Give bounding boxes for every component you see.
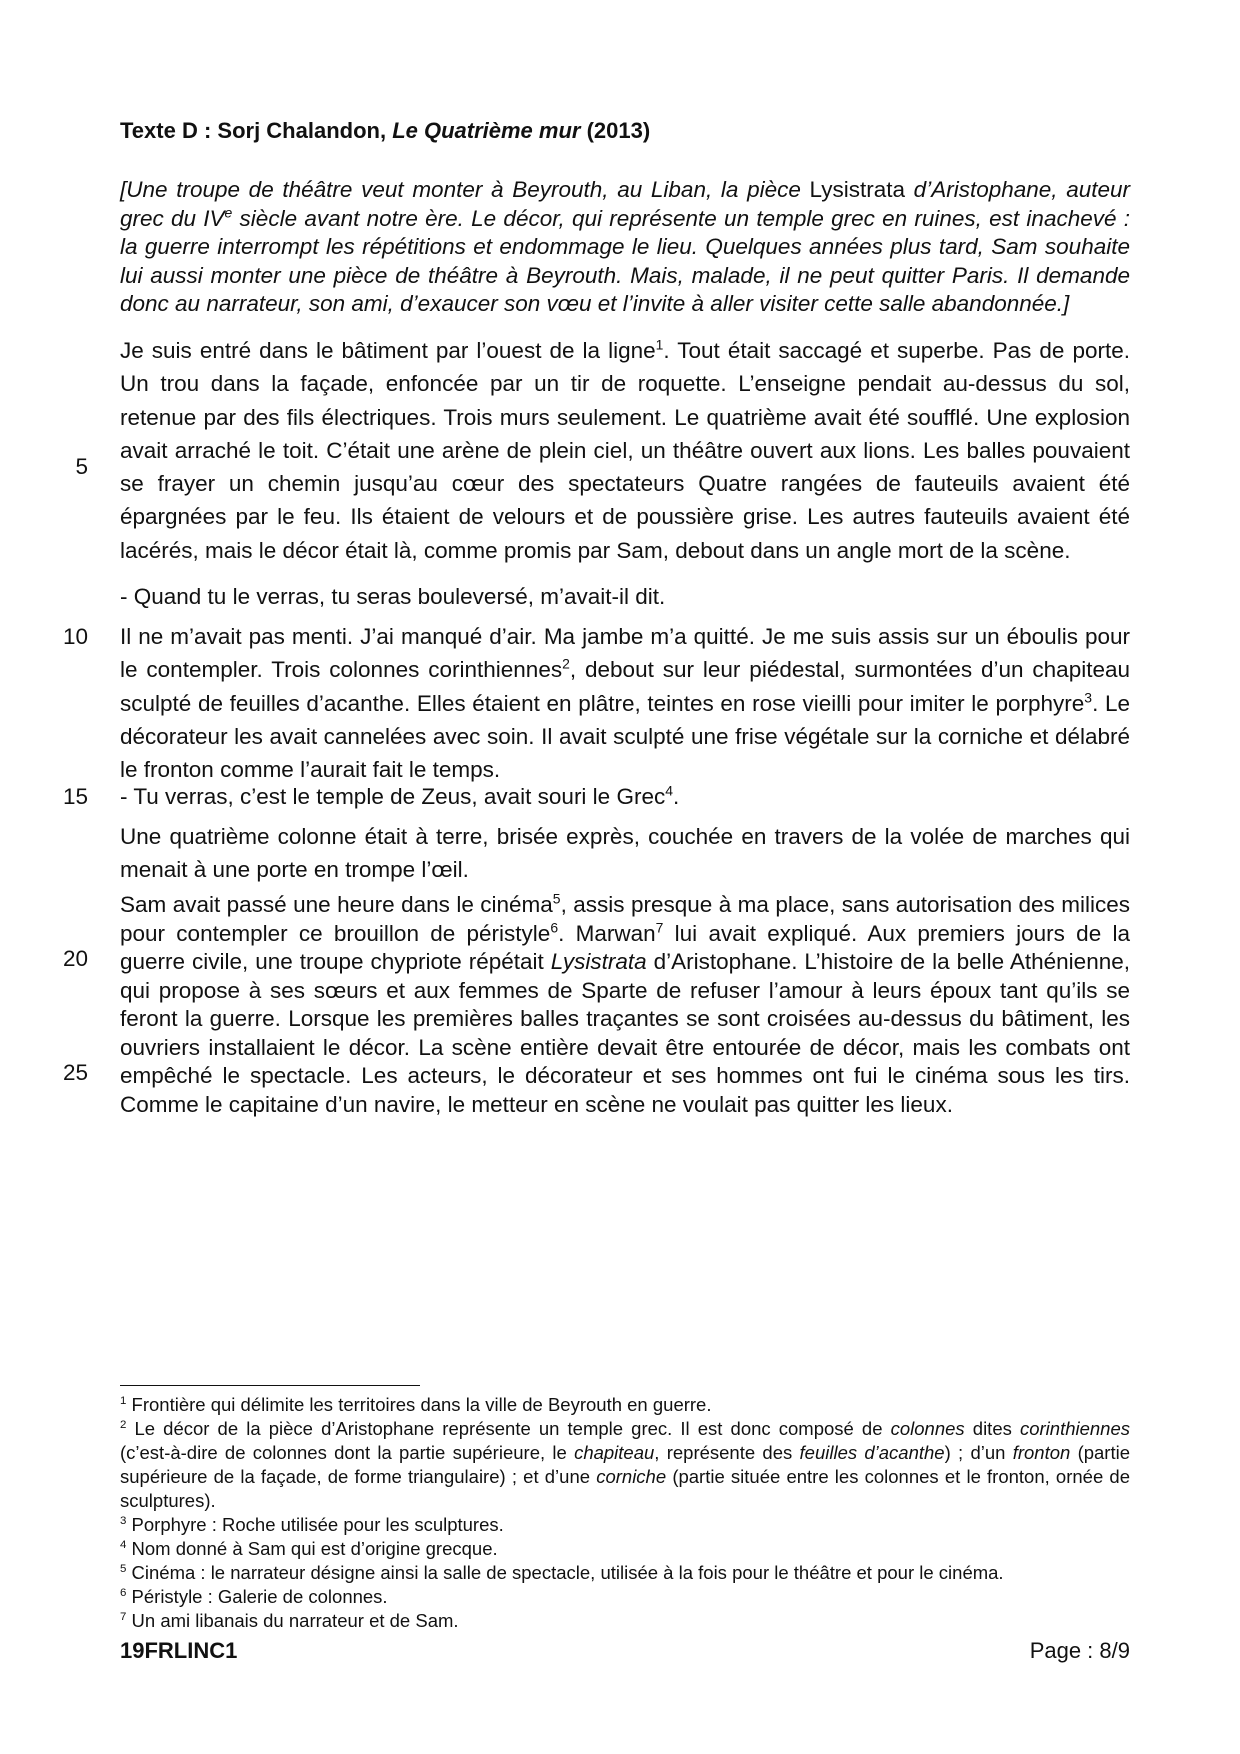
footnote-5: $^5$ Cinéma : le narrateur désigne ainsi la salle de spectacle, utilisée à la fois pour le théâtre et pour le cinéma. [120,1562,1004,1583]
line-number: 15 [62,784,88,809]
text-title [120,118,650,144]
paragraph-1: Je suis entré dans le bâtiment par l’ouest de la ligne$^1$. Tout était saccagé et superbe. Pas de porte. Un trou dans la façade, enfoncée par un tir de roquette. L’enseigne pendait au-dessus du sol, retenue par des fils électriques. Trois murs seulement. Le quatrième avait été soufflé. Une explosion avait arraché le toit. C’était une arène de plein ciel, un théâtre ouvert aux lions. Les balles pouvaient se frayer un chemin jusqu’au cœur des spectateurs Quatre rangées de fauteuils avaient été épargnées par le feu. Ils étaient de velours et de poussière grise. Les autres fauteuils avaient été lacérés, mais le décor était là, comme promis par Sam, debout dans un angle mort de la scène. [120,336,1131,563]
paragraph-5: Une quatrième colonne était à terre, brisée exprès, couchée en travers de la volée de marches qui menait à une porte en trompe l’œil. [120,824,1130,883]
footnote-6: $^6$ Péristyle : Galerie de colonnes. [120,1586,388,1607]
line-number: 10 [62,624,88,649]
footnote-1: $^1$ Frontière qui délimite les territoires dans la ville de Beyrouth en guerre. [120,1394,712,1415]
footnote-separator [120,1385,420,1386]
line-number: 20 [62,946,88,971]
footnote-3: $^3$ Porphyre : Roche utilisée pour les sculptures. [120,1514,504,1535]
footnote-ref: 2 [562,655,570,672]
footnote-ref: 7 [655,919,664,935]
footnote-2: $^2$ Le décor de la pièce d’Aristophane représente un temple grec. Il est donc composé de colonnes dites corinthiennes (c’est-à-dire de colonnes dont la partie supérieure, le chapiteau, représente des feuilles d’acanthe) ; d’un fronton (partie supérieure de la façade, de forme triangulaire) ; et d’une corniche (partie située entre les colonnes et le fronton, ornée de sculptures). [120,1418,1131,1511]
title-book: Le Quatrième mur [392,118,581,143]
page-number: Page : 8/9 [1029,1638,1130,1663]
paragraph-6: Sam avait passé une heure dans le cinéma$^5$, assis presque à ma place, sans autorisation des milices pour contempler ce brouillon de péristyle$^6$. Marwan$^7$ lui avait expliqué. Aux premiers jours de la guerre civile, une troupe chypriote répétait Lysistrata d’Aristophane. L’histoire de la belle Athénienne, qui propose à ses sœurs et aux femmes de Sparte de refuser l’amour à leurs époux tant qu’ils se feront la guerre. Lorsque les premières balles traçantes se sont croisées au-dessus du bâtiment, les ouvriers installaient le décor. La scène entière devait être entourée de décor, mais les combats ont empêché le spectacle. Les acteurs, le décorateur et ses hommes ont fui le cinéma sous les tirs. Comme le capitaine d’un navire, le metteur en scène ne voulait pas quitter les lieux. [120,890,1130,1117]
paragraph-3: Il ne m’avait pas menti. J’ai manqué d’air. Ma jambe m’a quitté. Je me suis assis sur un éboulis pour le contempler. Trois colonnes corinthiennes$^2$, debout sur leur piédestal, surmontées d’un chapiteau sculpté de feuilles d’acanthe. Elles étaient en plâtre, teintes en rose vieilli pour imiter le porphyre$^3$. Le décorateur les avait cannelées avec soin. Il avait sculpté une frise végétale sur la corniche et délabré le fronton comme l’aurait fait le temps. [120,624,1131,783]
footnote-ref: 4 [665,782,673,799]
footnote-ref: 5 [552,890,561,907]
title-author: Texte D : Sorj Chalandon, [120,118,393,143]
footnote-ref: 3 [1084,689,1093,706]
footnote-7: $^7$ Un ami libanais du narrateur et de Sam. [120,1610,459,1631]
intro-paragraph: [Une troupe de théâtre veut monter à Beyrouth, au Liban, la pièce Lysistrata d’Aristophane, auteur grec du IVe siècle avant notre ère. Le décor, qui représente un temple grec en ruines, est inachevé : la guerre interrompt les répétitions et endommage le lieu. Quelques années plus tard, Sam souhaite lui aussi monter une pièce de théâtre à Beyrouth. Mais, malade, il ne peut quitter Paris. Il demande donc au narrateur, son ami, d’exaucer son vœu et l’invite à aller visiter cette salle abandonnée.] [120,177,1130,316]
play-name: Lysistrata [550,949,647,974]
footnote-ref: 6 [550,919,559,935]
document-code: 19FRLINC1 [120,1638,238,1663]
line-number: 25 [62,1060,88,1085]
footnote-4: $^4$ Nom donné à Sam qui est d’origine grecque. [120,1538,498,1559]
play-name: Lysistrata [809,177,905,202]
paragraph-4: - Tu verras, c’est le temple de Zeus, avait souri le Grec$^4$. [120,782,680,809]
footnote-ref: 1 [655,336,664,353]
title-year: (2013) [580,118,651,143]
paragraph-2: - Quand tu le verras, tu seras bouleversé, m’avait-il dit. [120,584,666,609]
line-number: 5 [75,454,88,479]
